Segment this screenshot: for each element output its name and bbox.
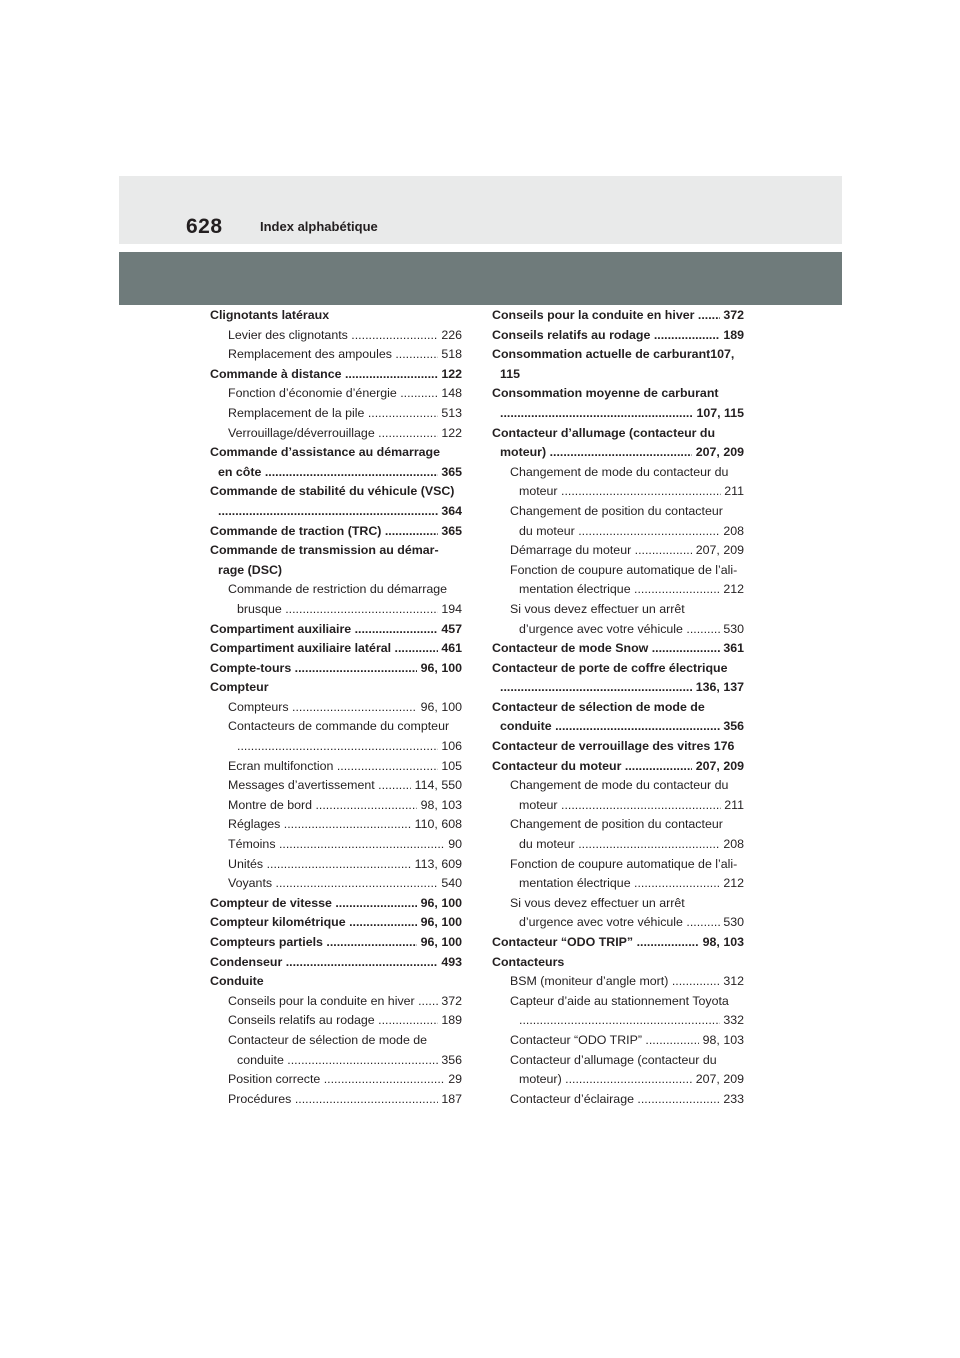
index-entry: [492, 1070, 744, 1090]
index-term: conduite: [500, 719, 556, 734]
dot-leader: [645, 1031, 699, 1051]
index-entry: [492, 463, 744, 483]
index-term: Commande de traction (TRC): [210, 523, 385, 538]
index-term: Voyants: [228, 876, 276, 891]
index-entry: [492, 1011, 744, 1031]
index-term: moteur): [500, 445, 550, 460]
dot-leader: [672, 972, 720, 992]
index-term: brusque: [237, 601, 286, 616]
dot-leader: [400, 384, 438, 404]
index-entry: [210, 345, 462, 365]
dot-leader: [378, 1011, 438, 1031]
index-column-right: [492, 306, 744, 1109]
index-term: Changement de position du contacteur: [510, 503, 723, 518]
index-entry: [210, 717, 462, 737]
index-entry: [210, 757, 462, 777]
index-entry: [210, 874, 462, 894]
index-term: Changement de mode du contacteur du: [510, 464, 729, 479]
index-entry: [492, 737, 744, 757]
index-entry: [210, 972, 462, 992]
index-term: Position correcte: [228, 1072, 324, 1087]
page-reference: 207, 209: [692, 758, 744, 773]
index-entry: [492, 541, 744, 561]
index-entry: [210, 424, 462, 444]
page-reference: 233: [719, 1091, 744, 1106]
dot-leader: [286, 953, 438, 973]
index-term: 115: [500, 366, 520, 381]
index-entry: [210, 541, 462, 561]
dot-leader: [550, 443, 693, 463]
page-reference: 365: [437, 464, 462, 479]
index-entry: [210, 953, 462, 973]
dot-leader: [637, 1090, 719, 1110]
dot-leader: [315, 796, 417, 816]
dot-leader: [634, 874, 720, 894]
page-reference: 457: [437, 621, 462, 636]
dot-leader: [295, 1090, 438, 1110]
dot-leader: [351, 326, 438, 346]
index-entry: [210, 384, 462, 404]
index-term: Consommation moyenne de carburant: [492, 386, 719, 401]
dot-leader: [285, 600, 438, 620]
page-reference: 356: [719, 719, 744, 734]
index-entry: [492, 835, 744, 855]
page-reference: 189: [719, 327, 744, 342]
page-reference: 113, 609: [411, 856, 462, 871]
index-entry: [492, 482, 744, 502]
index-entry: [210, 326, 462, 346]
index-term: rage (DSC): [218, 562, 283, 577]
index-term: Conseils pour la conduite en hiver: [228, 993, 419, 1008]
index-entry: [492, 678, 744, 698]
index-entry: [210, 776, 462, 796]
index-entry: [492, 933, 744, 953]
index-term: BSM (moniteur d’angle mort): [510, 974, 672, 989]
index-term: Contacteur de sélection de mode de: [228, 1032, 428, 1047]
page-reference: 493: [437, 954, 462, 969]
index-term: Contacteur d’allumage (contacteur du: [492, 425, 716, 440]
index-term: Messages d’avertissement: [228, 778, 379, 793]
dot-leader: [368, 404, 438, 424]
index-term: Montre de bord: [228, 797, 316, 812]
index-entry: [210, 913, 462, 933]
dot-leader: [635, 541, 693, 561]
index-term: Fonction d’économie d’énergie: [228, 386, 401, 401]
index-entry: [492, 757, 744, 777]
index-entry: [492, 913, 744, 933]
index-entry: [210, 835, 462, 855]
index-entry: [210, 404, 462, 424]
dot-leader: [385, 522, 438, 542]
index-term: Contacteur de sélection de mode de: [492, 699, 705, 714]
page-reference: 540: [437, 876, 462, 891]
page-number: 628: [186, 215, 223, 238]
index-entry: [210, 933, 462, 953]
page-reference: 98, 103: [699, 935, 744, 949]
index-term: Compartiment auxiliaire latéral: [210, 641, 395, 656]
index-term: Compteur kilométrique: [210, 915, 350, 930]
index-term: Commande de restriction du démarrage: [228, 582, 448, 597]
index-entry: [492, 776, 744, 796]
page-reference: 207, 209: [692, 1072, 744, 1087]
index-entry: [492, 894, 744, 914]
index-term: Condenseur: [210, 954, 286, 969]
index-entry: [492, 600, 744, 620]
index-entry: [492, 404, 744, 424]
index-entry: [492, 522, 744, 542]
page-reference: 518: [437, 347, 462, 362]
index-term: Commande de stabilité du véhicule (VSC): [210, 484, 455, 499]
index-term: mentation électrique: [519, 876, 635, 891]
index-entry: [210, 306, 462, 326]
index-term: Témoins: [228, 837, 279, 852]
dot-leader: [237, 737, 438, 757]
index-entry: [210, 698, 462, 718]
page-reference: 98, 103: [699, 1032, 744, 1047]
index-entry: [210, 443, 462, 463]
page-reference: 356: [437, 1052, 462, 1067]
index-term: Contacteur de porte de coffre électrique: [492, 660, 728, 675]
index-term: mentation électrique: [519, 582, 635, 597]
index-entry: [210, 620, 462, 640]
index-term: Procédures: [228, 1091, 295, 1106]
index-term: Contacteur de verrouillage des vitres 176: [492, 739, 735, 754]
index-entry: [492, 326, 744, 346]
page-reference: 114, 550: [411, 778, 462, 793]
page-reference: 207, 209: [692, 445, 744, 460]
index-term: Ecran multifonction: [228, 758, 337, 773]
page-reference: 122: [437, 366, 462, 381]
dot-leader: [637, 933, 700, 953]
index-term: moteur): [519, 1072, 566, 1087]
page-reference: 136, 137: [692, 680, 744, 695]
index-entry: [210, 600, 462, 620]
index-entry: [210, 580, 462, 600]
index-entry: [492, 992, 744, 1012]
dot-leader: [565, 1070, 692, 1090]
page-reference: 189: [437, 1013, 462, 1028]
index-entry: [492, 306, 744, 326]
index-entry: [492, 502, 744, 522]
page-reference: 364: [437, 503, 462, 518]
index-entry: [210, 796, 462, 816]
index-term: Contacteur “ODO TRIP”: [510, 1032, 646, 1047]
index-entry: [210, 855, 462, 875]
index-term: Conseils pour la conduite en hiver: [492, 308, 698, 322]
index-entry: [210, 1031, 462, 1051]
page-reference: 372: [437, 993, 462, 1008]
index-entry: [210, 1051, 462, 1071]
index-term: Commande d’assistance au démarrage: [210, 445, 441, 460]
page-reference: 212: [719, 582, 744, 597]
index-entry: [492, 639, 744, 659]
index-entry: [492, 345, 744, 365]
page-reference: 96, 100: [417, 895, 462, 910]
index-entry: [492, 972, 744, 992]
dot-leader: [349, 913, 417, 933]
index-entry: [492, 698, 744, 718]
page-reference: 96, 100: [417, 915, 462, 930]
index-term: d’urgence avec votre véhicule: [519, 915, 687, 930]
index-entry: [492, 659, 744, 679]
dot-leader: [218, 502, 438, 522]
index-term: Si vous devez effectuer un arrêt: [510, 601, 685, 616]
page-reference: 107, 115: [693, 405, 744, 420]
page-reference: 332: [719, 1013, 744, 1028]
dot-leader: [500, 404, 693, 424]
dot-leader: [378, 776, 411, 796]
index-entry: [492, 953, 744, 973]
page-reference: 208: [719, 837, 744, 852]
page-reference: 211: [720, 797, 744, 812]
dot-leader: [519, 1011, 720, 1031]
index-term: Unités: [228, 856, 267, 871]
index-term: Levier des clignotants: [228, 327, 352, 342]
index-entry: [492, 1090, 744, 1110]
index-entry: [492, 443, 744, 463]
index-term: Changement de position du contacteur: [510, 817, 723, 832]
index-term: moteur: [519, 797, 562, 812]
index-term: Compartiment auxiliaire: [210, 621, 355, 636]
page-reference: 96, 100: [417, 935, 462, 949]
index-entry: [210, 1070, 462, 1090]
index-entry: [210, 502, 462, 522]
index-entry: [492, 1051, 744, 1071]
index-entry: [492, 580, 744, 600]
index-term: moteur: [519, 484, 562, 499]
dot-leader: [284, 815, 411, 835]
dot-leader: [326, 933, 417, 953]
index-column-left: [210, 306, 462, 1109]
dot-leader: [625, 757, 692, 777]
page-reference: 530: [719, 621, 744, 636]
page-reference: 212: [719, 876, 744, 891]
index-entry: [210, 1090, 462, 1110]
index-term: Changement de mode du contacteur du: [510, 778, 729, 793]
index-entry: [492, 1031, 744, 1051]
index-term: Commande de transmission au démar-: [210, 543, 439, 558]
dot-leader: [295, 659, 418, 679]
page-reference: 122: [437, 425, 462, 440]
dot-leader: [634, 580, 720, 600]
index-term: Compte-tours: [210, 660, 295, 675]
index-term: Si vous devez effectuer un arrêt: [510, 895, 685, 910]
index-term: Consommation actuelle de carburant107,: [492, 347, 735, 362]
page-reference: 29: [444, 1072, 462, 1087]
page-reference: 365: [437, 523, 462, 538]
index-term: Verrouillage/déverrouillage: [228, 425, 379, 440]
page-reference: 110, 608: [411, 817, 462, 832]
index-entry: [492, 384, 744, 404]
index-term: Capteur d’aide au stationnement Toyota: [510, 993, 729, 1008]
index-term: du moteur: [519, 523, 579, 538]
index-term: Contacteur de mode Snow: [492, 641, 652, 656]
page-reference: 361: [719, 641, 744, 656]
page-reference: 90: [444, 837, 462, 852]
page-reference: 211: [720, 484, 744, 499]
index-term: Contacteurs: [492, 954, 565, 969]
index-entry: [210, 1011, 462, 1031]
index-term: d’urgence avec votre véhicule: [519, 621, 687, 636]
page-reference: 98, 103: [417, 797, 462, 812]
page-reference: 208: [719, 523, 744, 538]
index-entry: [210, 815, 462, 835]
index-entry: [210, 894, 462, 914]
index-term: Contacteur d’allumage (contacteur du: [510, 1052, 717, 1067]
dot-leader: [418, 992, 438, 1012]
dot-leader: [337, 757, 438, 777]
index-term: Commande à distance: [210, 366, 345, 381]
index-term: conduite: [237, 1052, 288, 1067]
dot-leader: [287, 1051, 438, 1071]
index-term: Fonction de coupure automatique de l’ali-: [510, 562, 738, 577]
index-term: Contacteur “ODO TRIP”: [492, 935, 637, 949]
dot-leader: [686, 913, 720, 933]
dot-leader: [578, 835, 720, 855]
dot-leader: [555, 717, 720, 737]
index-term: Réglages: [228, 817, 284, 832]
dot-leader: [324, 1070, 445, 1090]
page-reference: 226: [437, 327, 462, 342]
dot-leader: [276, 874, 438, 894]
dot-leader: [578, 522, 720, 542]
section-title: Index alphabétique: [260, 219, 378, 234]
dot-leader: [652, 639, 720, 659]
index-term: Compteurs partiels: [210, 935, 327, 949]
index-entry: [210, 561, 462, 581]
index-term: Clignotants latéraux: [210, 308, 330, 322]
index-term: Conseils relatifs au rodage: [492, 327, 654, 342]
index-term: du moteur: [519, 837, 579, 852]
dot-leader: [686, 620, 720, 640]
index-entry: [210, 463, 462, 483]
page-reference: 372: [719, 308, 744, 322]
dot-leader: [267, 855, 412, 875]
page-reference: 106: [437, 739, 462, 754]
index-entry: [210, 639, 462, 659]
index-term: en côte: [218, 464, 265, 479]
dot-leader: [355, 620, 438, 640]
index-entry: [492, 796, 744, 816]
page-reference: 96, 100: [417, 660, 462, 675]
index-entry: [492, 620, 744, 640]
index-term: Démarrage du moteur: [510, 543, 635, 558]
index-term: Conseils relatifs au rodage: [228, 1013, 379, 1028]
index-entry: [210, 659, 462, 679]
page-reference: 461: [437, 641, 462, 656]
index-entry: [210, 482, 462, 502]
dot-leader: [561, 796, 721, 816]
index-term: Remplacement des ampoules: [228, 347, 396, 362]
dot-leader: [279, 835, 445, 855]
dot-leader: [292, 698, 417, 718]
dot-leader: [378, 424, 438, 444]
dot-leader: [500, 678, 692, 698]
index-entry: [492, 365, 744, 385]
index-term: Contacteur d’éclairage: [510, 1091, 638, 1106]
index-term: Contacteurs de commande du compteur: [228, 719, 450, 734]
dot-leader: [395, 345, 438, 365]
page-reference: 105: [437, 758, 462, 773]
dot-leader: [654, 326, 720, 346]
dot-leader: [265, 463, 438, 483]
index-entry: [492, 561, 744, 581]
page-reference: 187: [437, 1091, 462, 1106]
index-entry: [210, 522, 462, 542]
index-entry: [492, 874, 744, 894]
index-entry: [492, 717, 744, 737]
index-entry: [492, 855, 744, 875]
dot-leader: [698, 306, 720, 326]
index-entry: [210, 737, 462, 757]
page-reference: 530: [719, 915, 744, 930]
page-reference: 96, 100: [417, 699, 462, 714]
dot-leader: [335, 894, 417, 914]
index-term: Conduite: [210, 974, 264, 989]
index-term: Compteur: [210, 680, 269, 695]
index-term: Fonction de coupure automatique de l’ali-: [510, 856, 738, 871]
index-term: Compteur de vitesse: [210, 895, 336, 910]
index-entry: [210, 992, 462, 1012]
index-entry: [492, 815, 744, 835]
section-band: [119, 252, 842, 305]
page-reference: 513: [437, 405, 462, 420]
page-reference: 312: [719, 974, 744, 989]
dot-leader: [395, 639, 438, 659]
index-entry: [210, 365, 462, 385]
index-term: Remplacement de la pile: [228, 405, 368, 420]
dot-leader: [345, 365, 438, 385]
dot-leader: [561, 482, 721, 502]
index-term: Compteurs: [228, 699, 293, 714]
page-header-band: [119, 176, 842, 244]
index-term: Contacteur du moteur: [492, 758, 625, 773]
index-entry: [210, 678, 462, 698]
page-reference: 194: [437, 601, 462, 616]
page-reference: 148: [437, 386, 462, 401]
page-reference: 207, 209: [692, 543, 744, 558]
index-entry: [492, 424, 744, 444]
